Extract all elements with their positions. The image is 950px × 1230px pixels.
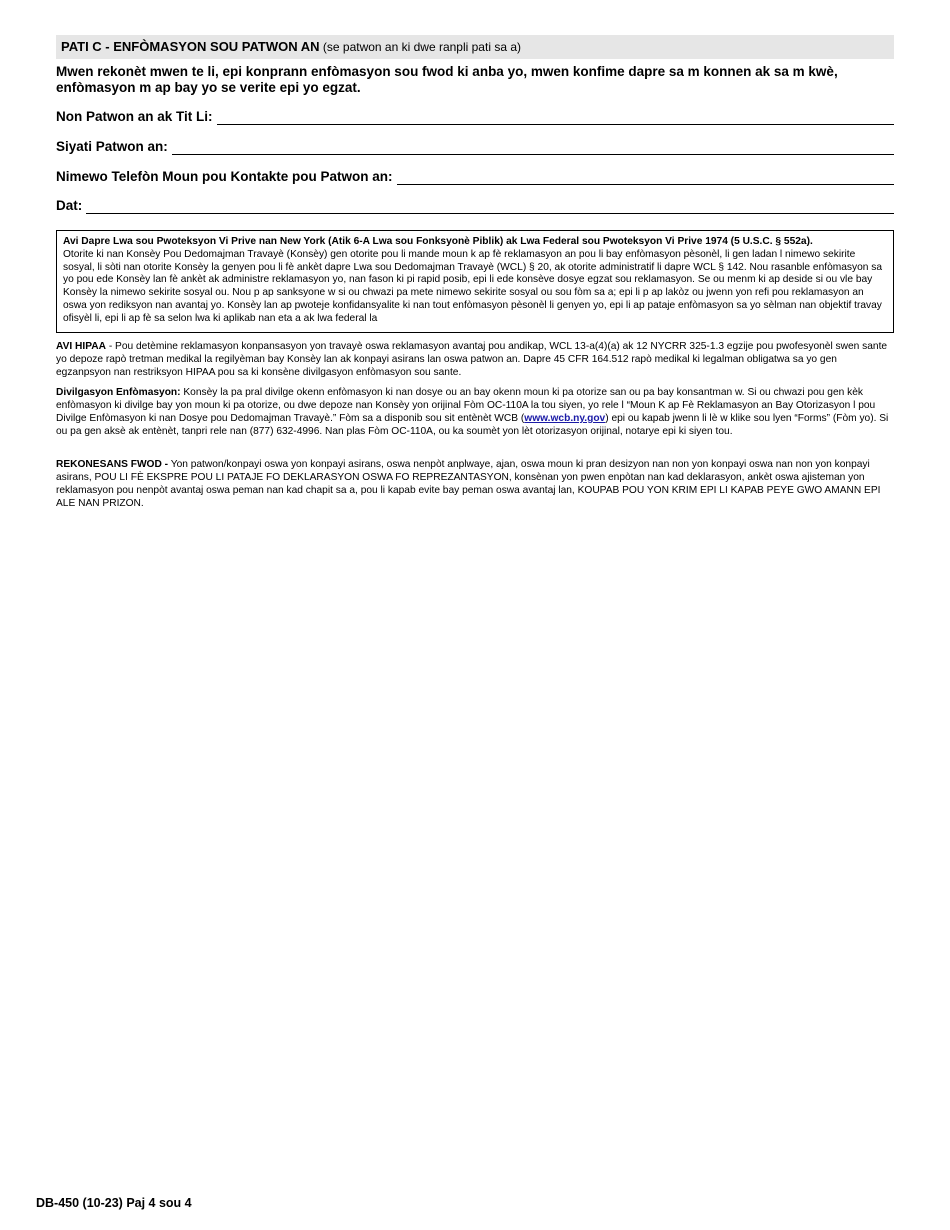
- disclosure-label: Divilgasyon Enfòmasyon:: [56, 387, 181, 398]
- employer-name-title-input[interactable]: [217, 108, 894, 125]
- section-c-title: PATI C - ENFÒMASYON SOU PATWON AN: [61, 39, 320, 54]
- date-input[interactable]: [86, 197, 894, 214]
- date-field: [56, 194, 894, 214]
- employer-name-title-field: [56, 105, 894, 125]
- section-c-header: [56, 35, 894, 59]
- section-c-intro: Mwen rekonèt mwen te li, epi konprann enfòmasyon sou fwod ki anba yo, mwen konfime dapre sa m konnen ak sa m kwè, enfòmasyon m ap bay yo se verite epi yo egzat.: [56, 64, 838, 95]
- employer-signature-label: Siyati Patwon an:: [56, 139, 168, 154]
- fraud-text: Yon patwon/konpayi oswa yon konpayi asirans, oswa nenpòt anplwaye, ajan, oswa moun ki pran desizyon nan non yon konpayi oswa nan non yon konpayi asirans, POU LI FÈ EKSPRE POU LI PATAJE FO DEKLARASYON OSWA FO REPREZANTASYON, konsènan yon pwen enpòtan nan kad deklarasyon, ankèt oswa ajisteman yon reklamasyon pou nenpòt avantaj oswa peman nan kad chapit sa a, pou li kapab evite bay peman oswa avantaj lan, KOUPAB POU YON KRIM EPI LI KAPAB PEYE GWO AMANN EPI ALE NAN PRIZON.: [56, 459, 881, 509]
- hipaa-label: AVI HIPAA: [56, 341, 106, 352]
- disclosure-text-before-link: Konsèy la pa pral divilge okenn enfòmasyon ki nan dosye ou an bay okenn moun ki pa otorize san ou pa bay konsantman w. Si ou chwazi pou gen kèk enfòmasyon ki divilge bay yon moun ki pa otorize, ou dwe depoze nan Konsèy yon orijinal Fòm OC-110A la tou siyen, yo rele l “Moun K ap Fè Reklamasyon an Bay Otorizasyon l pou Divilge Enfòmasyon ki nan Dosye pou Dedomajman Travayè.” Fòm sa a disponib sou sit entènèt WCB (: [56, 387, 876, 424]
- employer-signature-input[interactable]: [172, 138, 894, 155]
- privacy-notice-body: Otorite ki nan Konsèy Pou Dedomajman Travayè (Konsèy) gen otorite pou li mande moun k ap fè reklamasyon an pou li bay enfòmasyon pèsonèl, li gen ladan l nimewo sekirite sosyal, li sòti nan otorite Konsèy la genyen pou li fè ankèt dapre Lwa sou Dedomajman Travayè (WCL) § 20, ak otorite administratif li dapre WCL § 142. Nou rasanble enfòmasyon sa yo pou ede Konsèy lan fè ankèt ak administre reklamasyon yo, nan fason ki pi rapid posib, epi li ede konsève dosye egzat sou reklamasyon. Se ou menm ki ap deside si ou vle bay Konsèy la nimewo sekirite sosyal ou. Nou p ap sanksyone w si ou chwazi pa mete nimewo sekirite sosyal ou sou fòm sa a; epi li p ap lakòz ou jwenn yon refi pou reklamasyon an oswa yon rediksyon nan avantaj yo. Konsèy lan ap pwoteje konfidansyalite ki nan tout enfòmasyon pèsonèl li genyen yo, epi li ap pataje enfòmasyon sa yo sèlman nan objektif travay ofisyèl li, epi li ap fè sa selon lwa ki aplikab nan eta a ak lwa federal la: [63, 248, 883, 324]
- fraud-label: REKONESANS FWOD -: [56, 459, 169, 470]
- employer-phone-field: [56, 165, 894, 185]
- hipaa-text: - Pou detèmine reklamasyon konpansasyon yon travayè oswa reklamasyon avantaj pou andikap, WCL 13-a(4)(a) ak 12 NYCRR 325-1.3 egzije pou pwofesyonèl swen sante yo depoze rapò tretman medikal la regilyèman bay Konsèy lan ak konpayi asirans lan oswa patwon an. Dapre 45 CFR 164.512 rapò medikal ki legalman obligatwa sa yo gen egzanpsyon nan restriksyon HIPAA pou sa ki konsène divilgasyon enfòmasyon sou sante.: [56, 341, 888, 378]
- hipaa-notice: [56, 340, 894, 379]
- disclosure-text-after-link: ) epi ou kapab jwenn li lè w klike sou lyen “Forms” (Fòm yo). Si ou pa gen aksè ak entènèt, tanpri rele nan (877) 632-4996. Nan plas Fòm OC-110A, ou ka soumèt yon lèt otorizasyon orijinal, notarye epi ki siyen tou.: [56, 413, 889, 437]
- disclosure-notice: [56, 386, 894, 438]
- form-footer: DB-450 (10-23) Paj 4 sou 4: [36, 1196, 192, 1210]
- employer-name-title-label: Non Patwon an ak Tit Li:: [56, 109, 213, 124]
- fraud-acknowledgment: [56, 458, 894, 510]
- privacy-notice-box: [56, 230, 894, 333]
- employer-phone-input[interactable]: [397, 168, 895, 185]
- date-label: Dat:: [56, 198, 83, 213]
- privacy-notice-title: Avi Dapre Lwa sou Pwoteksyon Vi Prive nan New York (Atik 6-A Lwa sou Fonksyonè Piblik) ak Lwa Federal sou Pwoteksyon Vi Prive 1974 (5 U.S.C. § 552a).: [63, 236, 813, 247]
- wcb-website-link[interactable]: www.wcb.ny.gov: [524, 413, 606, 424]
- employer-signature-field: [56, 135, 894, 155]
- employer-phone-label: Nimewo Telefòn Moun pou Kontakte pou Patwon an:: [56, 169, 393, 184]
- section-c-subtitle: (se patwon an ki dwe ranpli pati sa a): [322, 40, 521, 54]
